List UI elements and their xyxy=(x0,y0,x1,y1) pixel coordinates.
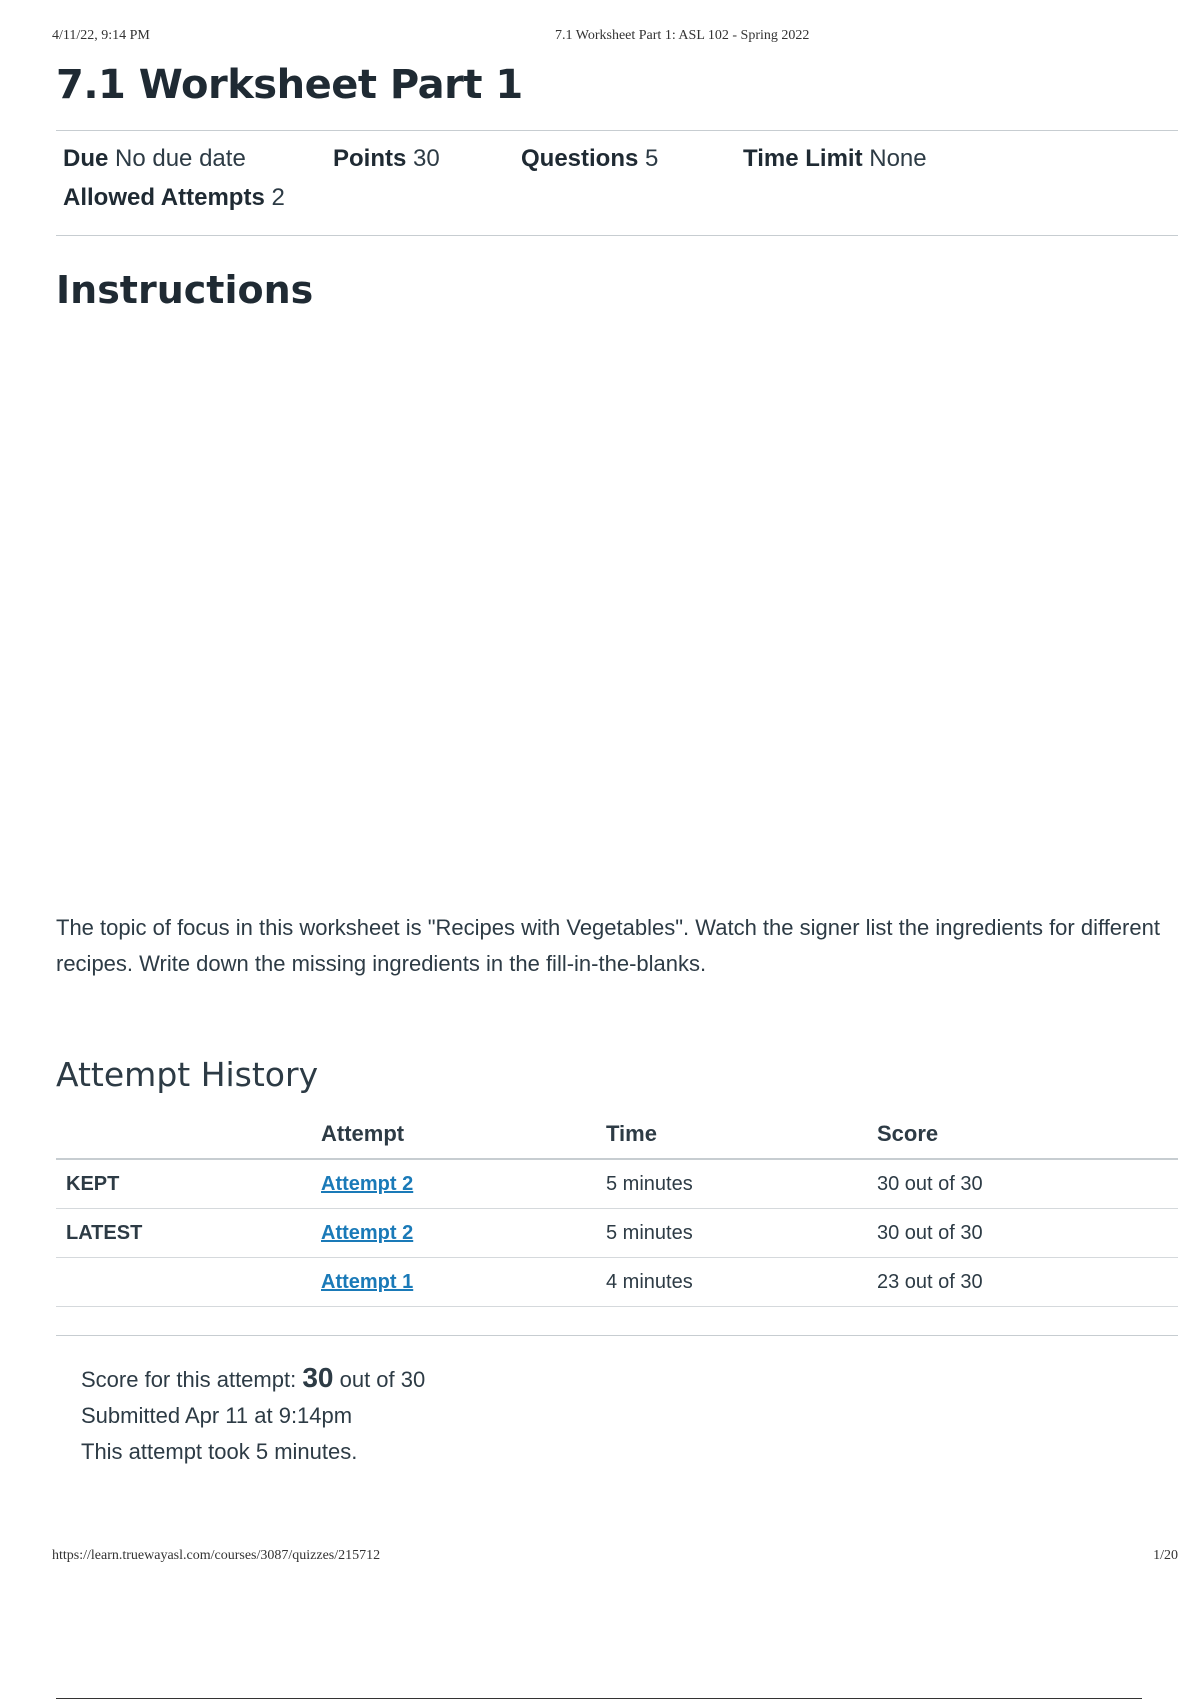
attempt-duration: This attempt took 5 minutes. xyxy=(81,1439,358,1464)
score-suffix: out of 30 xyxy=(339,1367,426,1392)
print-footer xyxy=(52,1548,1178,1568)
table-row xyxy=(56,1209,1178,1258)
column-header-score: Score xyxy=(877,1110,1178,1159)
attempt-time: 4 minutes xyxy=(606,1258,877,1307)
detail-allowed-attempts xyxy=(63,184,285,212)
attempt-link[interactable]: Attempt 2 xyxy=(321,1221,414,1244)
attempt-score-line xyxy=(81,1360,425,1398)
detail-allowed-attempts-label: Allowed Attempts xyxy=(63,184,265,211)
print-header xyxy=(52,28,1178,48)
divider xyxy=(56,235,1178,236)
column-header-time: Time xyxy=(606,1110,877,1159)
detail-due-label: Due xyxy=(63,145,109,172)
detail-allowed-attempts-value: 2 xyxy=(271,184,285,211)
detail-time-limit-value: None xyxy=(869,145,927,172)
print-document-title: 7.1 Worksheet Part 1: ASL 102 - Spring 2022 xyxy=(555,28,810,43)
detail-points-value: 30 xyxy=(413,145,440,172)
quiz-details xyxy=(63,145,1163,215)
divider xyxy=(56,1335,1178,1336)
detail-time-limit xyxy=(743,145,927,173)
attempt-status: KEPT xyxy=(56,1159,321,1209)
attempt-history-table xyxy=(56,1110,1178,1307)
instructions-heading: Instructions xyxy=(56,268,314,312)
detail-points xyxy=(333,145,440,173)
divider xyxy=(56,130,1178,131)
attempt-link[interactable]: Attempt 2 xyxy=(321,1172,414,1195)
table-row xyxy=(56,1159,1178,1209)
detail-questions xyxy=(521,145,658,173)
attempt-history-heading: Attempt History xyxy=(56,1055,319,1094)
print-page-number: 1/20 xyxy=(1153,1548,1178,1563)
submitted-time: Submitted Apr 11 at 9:14pm xyxy=(81,1403,353,1428)
attempt-summary xyxy=(81,1360,425,1470)
score-value: 30 xyxy=(302,1362,334,1393)
score-prefix: Score for this attempt: xyxy=(81,1367,297,1392)
detail-points-label: Points xyxy=(333,145,407,172)
attempt-score: 23 out of 30 xyxy=(877,1258,1178,1307)
detail-due-value: No due date xyxy=(115,145,246,172)
table-header-row xyxy=(56,1110,1178,1159)
attempt-status: LATEST xyxy=(56,1209,321,1258)
attempt-score: 30 out of 30 xyxy=(877,1209,1178,1258)
detail-time-limit-label: Time Limit xyxy=(743,145,863,172)
table-row xyxy=(56,1258,1178,1307)
detail-due xyxy=(63,145,246,173)
attempt-link[interactable]: Attempt 1 xyxy=(321,1270,414,1293)
attempt-status xyxy=(56,1258,321,1307)
column-header-status xyxy=(56,1110,321,1159)
print-url: https://learn.truewayasl.com/courses/3087/quizzes/215712 xyxy=(52,1548,381,1563)
instructions-text: The topic of focus in this worksheet is "Recipes with Vegetables". Watch the signer list the ingredients for different recipes. Write down the missing ingredients in the fill-in-the-blanks. xyxy=(56,915,1160,976)
page-title: 7.1 Worksheet Part 1 xyxy=(56,62,523,108)
detail-questions-label: Questions xyxy=(521,145,639,172)
print-date: 4/11/22, 9:14 PM xyxy=(52,28,150,43)
attempt-time: 5 minutes xyxy=(606,1159,877,1209)
attempt-score: 30 out of 30 xyxy=(877,1159,1178,1209)
column-header-attempt: Attempt xyxy=(321,1110,606,1159)
detail-questions-value: 5 xyxy=(645,145,659,172)
divider xyxy=(56,1698,1142,1699)
attempt-time: 5 minutes xyxy=(606,1209,877,1258)
